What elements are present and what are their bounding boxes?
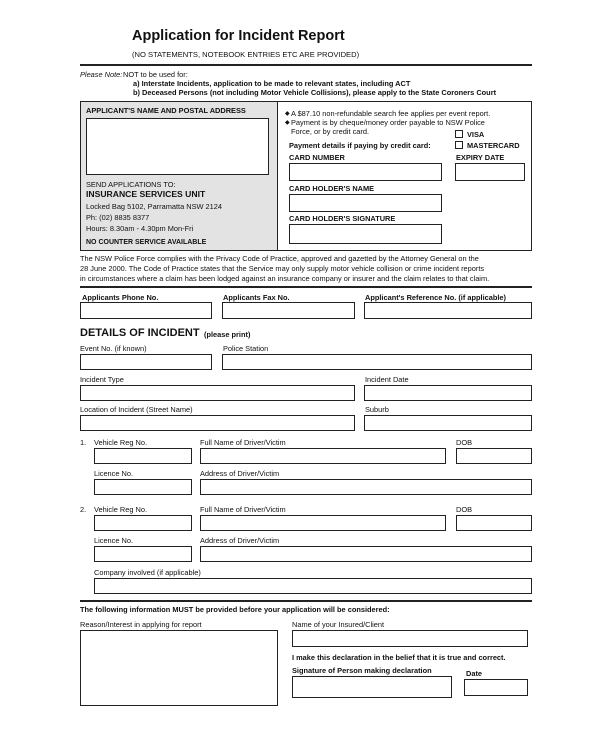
suburb-field[interactable] bbox=[364, 415, 532, 431]
reason-label: Reason/Interest in applying for report bbox=[80, 620, 202, 629]
location-field[interactable] bbox=[80, 415, 355, 431]
company-field[interactable] bbox=[94, 578, 532, 594]
card-number-field[interactable] bbox=[289, 163, 442, 181]
holder-name-label: CARD HOLDER'S NAME bbox=[289, 184, 375, 193]
driver-name-field[interactable] bbox=[200, 515, 446, 531]
privacy-line: The NSW Police Force complies with the Privacy Code of Practice, approved and gazetted by the Attorney General on the bbox=[80, 254, 479, 263]
bullet-icon: ◆ bbox=[285, 111, 290, 117]
vehicle-reg-field[interactable] bbox=[94, 448, 192, 464]
event-no-label: Event No. (if known) bbox=[80, 344, 147, 353]
driver-name-field[interactable] bbox=[200, 448, 446, 464]
driver-name-label: Full Name of Driver/Victim bbox=[200, 438, 286, 447]
dob-label: DOB bbox=[456, 505, 473, 514]
fee-text: A $87.10 non-refundable search fee applies per event report. bbox=[291, 109, 491, 118]
licence-field[interactable] bbox=[94, 479, 192, 495]
expiry-field[interactable] bbox=[455, 163, 525, 181]
visa-label: VISA bbox=[467, 130, 485, 139]
dob-label: DOB bbox=[456, 438, 473, 447]
unit-hours: Hours: 8.30am - 4.30pm Mon-Fri bbox=[86, 224, 194, 233]
bullet-icon: ◆ bbox=[285, 120, 290, 126]
note-label: Please Note: bbox=[80, 70, 123, 79]
type-field[interactable] bbox=[80, 385, 355, 401]
licence-field[interactable] bbox=[94, 546, 192, 562]
reference-field[interactable] bbox=[364, 302, 532, 319]
visa-checkbox[interactable] bbox=[455, 130, 463, 138]
date-signed-field[interactable] bbox=[464, 679, 528, 696]
date-field[interactable] bbox=[364, 385, 532, 401]
mastercard-label: MASTERCARD bbox=[467, 141, 520, 150]
no-counter-notice: NO COUNTER SERVICE AVAILABLE bbox=[86, 239, 207, 246]
vehicle-reg-label: Vehicle Reg No. bbox=[94, 505, 147, 514]
insured-field[interactable] bbox=[292, 630, 528, 647]
unit-phone: Ph: (02) 8835 8377 bbox=[86, 213, 150, 222]
vehicle-reg-label: Vehicle Reg No. bbox=[94, 438, 147, 447]
panel-divider bbox=[277, 101, 278, 251]
licence-label: Licence No. bbox=[94, 469, 134, 478]
driver-address-field[interactable] bbox=[200, 546, 532, 562]
payment-details-label: Payment details if paying by credit card: bbox=[289, 141, 431, 150]
header-divider bbox=[80, 64, 532, 66]
incident-heading: DETAILS OF INCIDENT bbox=[80, 327, 200, 339]
station-label: Police Station bbox=[223, 344, 269, 353]
location-label: Location of Incident (Street Name) bbox=[80, 405, 193, 414]
applicant-name-label: APPLICANT'S NAME AND POSTAL ADDRESS bbox=[86, 106, 246, 115]
station-field[interactable] bbox=[222, 354, 532, 370]
date-label: Incident Date bbox=[365, 375, 409, 384]
insured-label: Name of your Insured/Client bbox=[292, 620, 385, 629]
dob-field[interactable] bbox=[456, 515, 532, 531]
fax-field[interactable] bbox=[222, 302, 355, 319]
driver-name-label: Full Name of Driver/Victim bbox=[200, 505, 286, 514]
page-subtitle: (NO STATEMENTS, NOTEBOOK ENTRIES ETC ARE PROVIDED) bbox=[132, 50, 360, 59]
licence-label: Licence No. bbox=[94, 536, 134, 545]
reason-field[interactable] bbox=[80, 630, 278, 706]
send-to-label: SEND APPLICATIONS TO: bbox=[86, 180, 176, 189]
unit-name: INSURANCE SERVICES UNIT bbox=[86, 189, 206, 199]
phone-label: Applicants Phone No. bbox=[82, 293, 159, 302]
note-item-b: b) Deceased Persons (not including Motor Vehicle Collisions), please apply to the State Coroners Court bbox=[133, 88, 497, 97]
holder-sig-label: CARD HOLDER'S SIGNATURE bbox=[289, 214, 396, 223]
suburb-label: Suburb bbox=[365, 405, 389, 414]
type-label: Incident Type bbox=[80, 375, 124, 384]
signature-field[interactable] bbox=[292, 676, 452, 698]
reference-label: Applicant's Reference No. (if applicable) bbox=[365, 293, 506, 302]
vehicle-number: 2. bbox=[80, 505, 87, 514]
payment-method-2: Force, or by credit card. bbox=[291, 127, 370, 136]
unit-address: Locked Bag 5102, Parramatta NSW 2124 bbox=[86, 202, 222, 211]
vehicle-reg-field[interactable] bbox=[94, 515, 192, 531]
company-label: Company involved (if applicable) bbox=[94, 568, 201, 577]
note-line1: NOT to be used for: bbox=[123, 70, 188, 79]
page-title: Application for Incident Report bbox=[132, 28, 345, 44]
section-divider bbox=[80, 286, 532, 288]
holder-name-field[interactable] bbox=[289, 194, 442, 212]
driver-address-label: Address of Driver/Victim bbox=[200, 536, 280, 545]
section-divider bbox=[80, 600, 532, 602]
event-no-field[interactable] bbox=[80, 354, 212, 370]
phone-field[interactable] bbox=[80, 302, 212, 319]
incident-print-note: (please print) bbox=[204, 330, 251, 339]
signature-label: Signature of Person making declaration bbox=[292, 666, 432, 675]
vehicle-number: 1. bbox=[80, 438, 87, 447]
applicant-address-field[interactable] bbox=[86, 118, 269, 175]
dob-field[interactable] bbox=[456, 448, 532, 464]
fax-label: Applicants Fax No. bbox=[223, 293, 290, 302]
date-signed-label: Date bbox=[466, 669, 483, 678]
privacy-line: 28 June 2000. The Code of Practice states that the Service may only supply motor vehicle collision or crime incident reports bbox=[80, 264, 485, 273]
expiry-label: EXPIRY DATE bbox=[456, 153, 505, 162]
required-heading: The following information MUST be provided before your application will be considered: bbox=[80, 605, 390, 614]
privacy-line: in circumstances where a claim has been lodged against an insurance company or insurer and the claim relates to that claim. bbox=[80, 274, 490, 283]
driver-address-field[interactable] bbox=[200, 479, 532, 495]
card-number-label: CARD NUMBER bbox=[289, 153, 345, 162]
note-item-a: a) Interstate Incidents, application to be made to relevant states, including ACT bbox=[133, 79, 411, 88]
mastercard-checkbox[interactable] bbox=[455, 141, 463, 149]
declaration-text: I make this declaration in the belief that it is true and correct. bbox=[292, 653, 506, 662]
payment-method-1: Payment is by cheque/money order payable to NSW Police bbox=[291, 118, 485, 127]
holder-sig-field[interactable] bbox=[289, 224, 442, 244]
driver-address-label: Address of Driver/Victim bbox=[200, 469, 280, 478]
